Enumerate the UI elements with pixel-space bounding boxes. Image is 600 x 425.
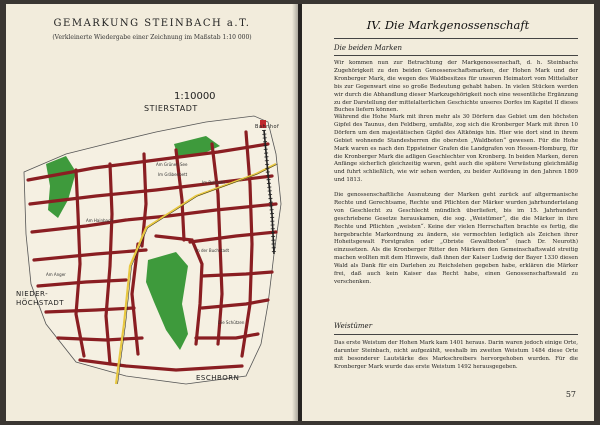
section-rule-2 [334,334,578,335]
paragraph-4: Das erste Weistum der Hohen Mark kam 1401 heraus. Darin waren jedoch einige Orte, darunter Steinbach, nicht aufgezählt, weshalb im zweiten Weistum 1484 diese Orte mit besonderer Lautstärke des Markschreibers hervorgehoben wurden. Für die Kronberger Mark wurde das erste Weistum 1492 herausgegeben. [334,340,578,370]
place-stierstadt: STIERSTADT [144,104,198,113]
field-label: Im Rohbehl [202,180,225,185]
section-rule [334,55,578,56]
place-bahnhof: Bahnhof [255,124,280,130]
place-eschborn: ESCHBORN [196,374,240,382]
field-label: In der Buchstadt [196,248,230,253]
section-heading-marken: Die beiden Marken [334,44,403,52]
field-label: Die Schützen [218,320,245,325]
page-number: 57 [565,390,576,399]
place-hoechstadt: HÖCHSTADT [16,299,65,307]
field-label: Am Hainbach [86,218,113,223]
title-rule [334,38,578,39]
paragraph-3: Die genossenschaftliche Ausnutzung der Marken geht zurück auf altgermanische Rechte und Gerechtsame, Rechte und Pflichten der Märker wurden jahrhundertelang von Geschlecht zu Geschlecht mündlich überliefert, bis im 15. Jahrhundert geschriebene Gesetze herauskamen, die sog. „Weistümer“, die die Märker in ihre Rechte und Pflichten „weisten“. Keine der vielen Herrschaften brachte es fertig, die hergebrachte Markordnung zu ändern, sie vermochten lediglich als Zeichen ihrer Hoheitsgewalt Forstgrafen oder „Obriste Gewaltboten“ (nach Dr. Neuroth) einzusetzen. Als die Kronberger Ritter den Märkern den Gemeinschaftswald streitig machen wollten mit dem Hinweis, daß ihnen der Kaiser Ludwig der Bayer 1330 diesen Wald als Dank für ein Darlehen zu Reichslehen gegeben habe, erklären die Märker frei, daß auch kein Kaiser das Recht habe, einen Genossenschaftswald zu verschenken. [334,192,578,285]
place-nieder-hoechstadt [16,290,64,308]
map-illustration [6,4,298,421]
field-label: Im Gräbenbett [158,172,188,177]
map-scale: 1:10000 [174,91,216,102]
book-spread [6,4,594,421]
map-title: GEMARKUNG STEINBACH a.T. [53,18,251,29]
chapter-title: IV. Die Markgenossenschaft [366,18,530,32]
field-label: Am Anger [46,272,66,277]
paragraph-1: Wir kommen nun zur Betrachtung der Markgenossenschaft, d. h. Steinbachs Zugehörigkeit zu den beiden Genossenschaftsmarken, der Hohen Mark und der Kronberger Mark, die wegen des Waldbesitzes für unseren Heimatort vom Mittelalter bis zur Gegenwart eine so große Bedeutung gehabt haben. In vielen Stücken werden wir durch die Abhandlung dieser Markzugehörigkeit noch eine wesentliche Ergänzung zu der Darstellung der mittelalterlichen Geschichte unseres Dorfes im Kapitel II dieses Buches liefern können. [334,60,578,114]
paragraph-2: Während die Hohe Mark mit ihren mehr als 30 Dörfern das Gebiet um den höchsten Gipfel des Taunus, den Feldberg, umfaßte, zog sich die Kronberger Mark mit ihren 10 Dörfern um den majestätischen Gipfel des Altkönigs hin. Hier wie dort sind in ihrem Gebiet wohnende Standesherren die obersten „Waldboten“ gewesen. Für die Hohe Mark waren es nach den Eppsteiner Grafen die Landgrafen von Hessen-Homburg, für die Kronberger Mark die adligen Geschlechter von Kronberg. In beiden Marken, deren Anfänge sicherlich gleichzeitig waren, geht auch die spätere Verwüstung gleichmäßig und fuhrt schließlich, wie wir sehen werden, zu beider Auflösung in den Jahren 1809 und 1813. [334,114,578,184]
left-page [6,4,298,421]
place-nieder: NIEDER- [16,290,49,298]
section-heading-weistuemer: Weistümer [334,322,373,330]
right-page [302,4,594,421]
field-label: Am Grünen See [156,162,188,167]
map-subtitle: (Verkleinerte Wiedergabe einer Zeichnung im Maßstab 1:10 000) [52,34,252,41]
